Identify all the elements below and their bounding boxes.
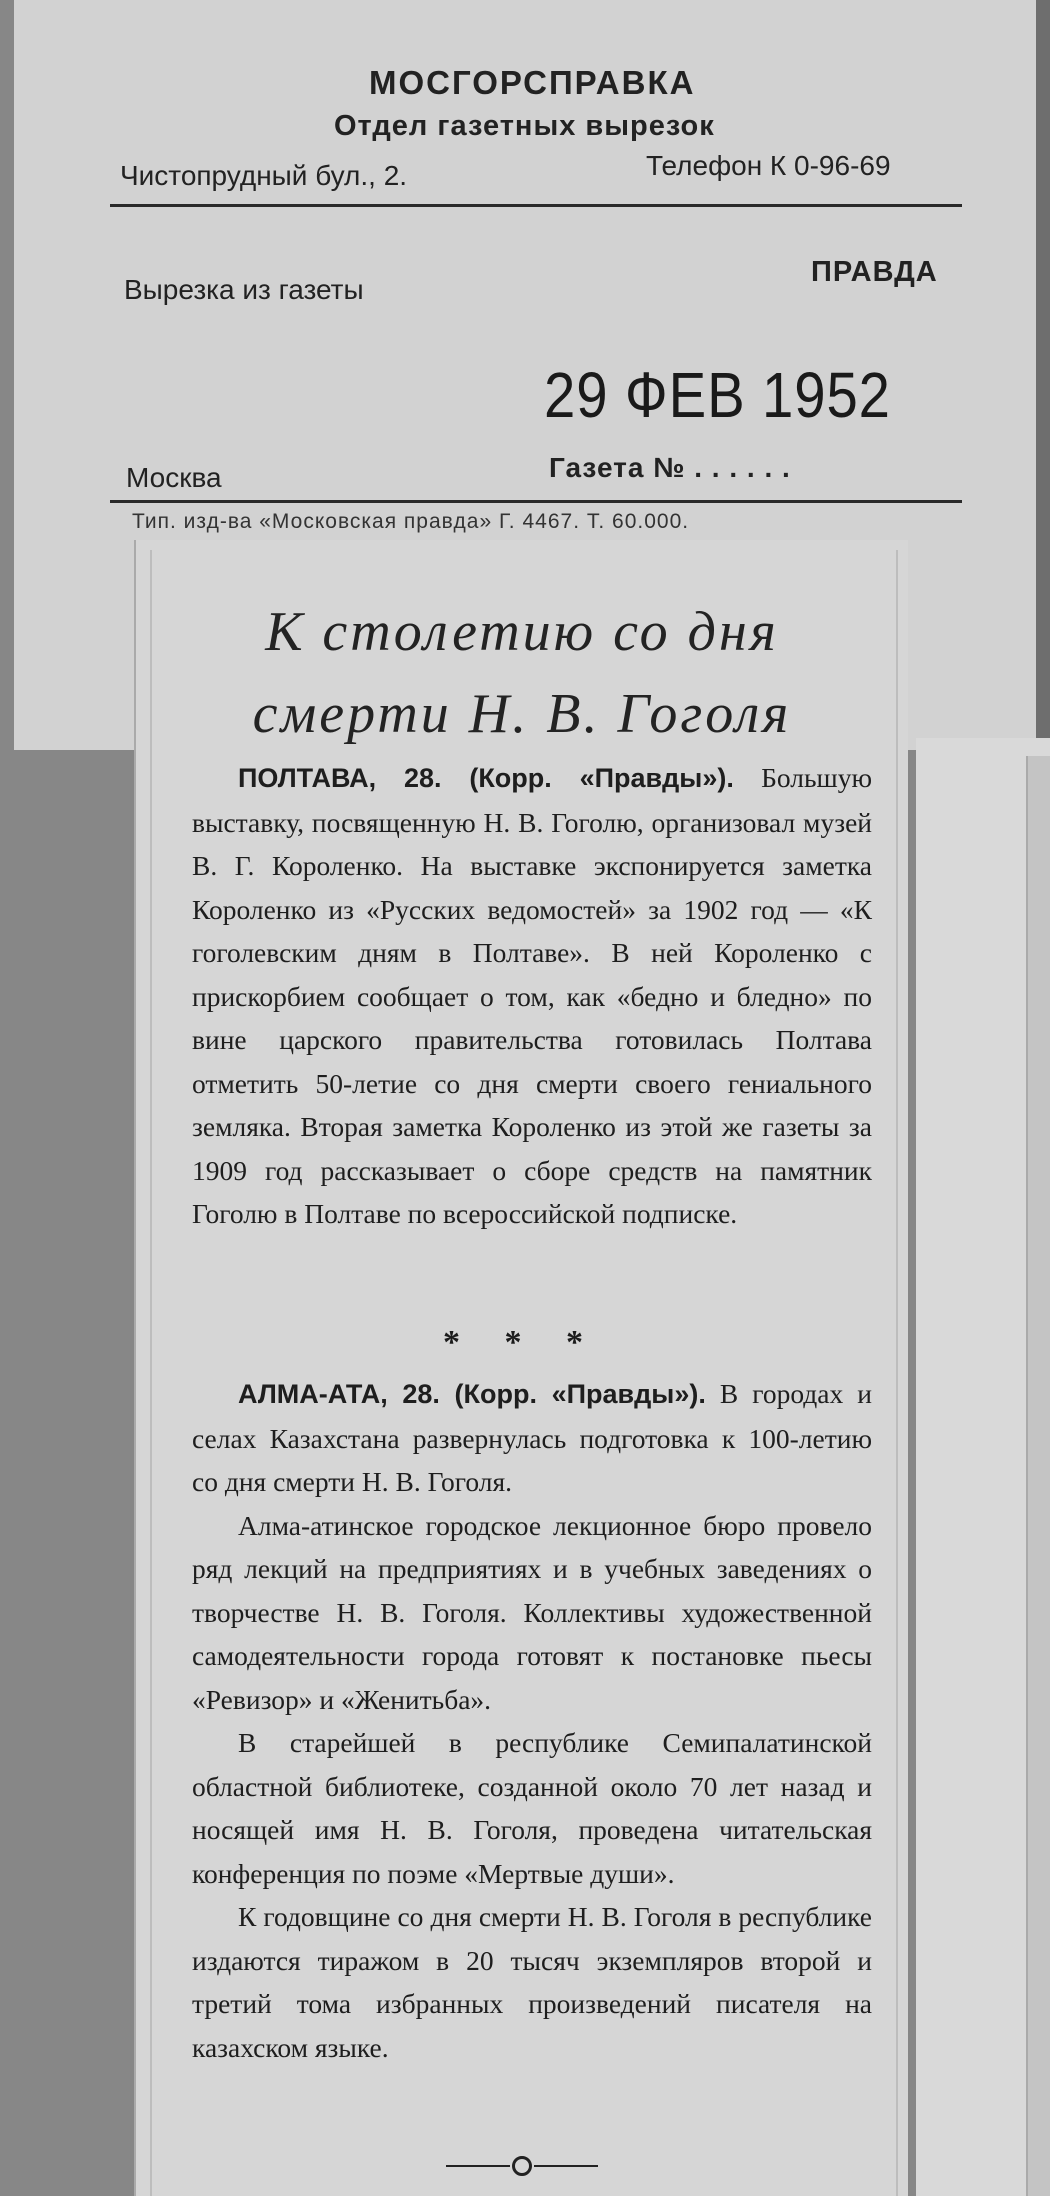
- almaata-paragraph-2: Алма-атинское городское лекционное бюро провело ряд лекций на предприятиях и в учебных заведениях о творчестве Н. В. Гоголя. Коллективы художественной самодеятельности города готовят к постановке пьесы «Ревизор» и «Женитьба».: [192, 1509, 872, 1715]
- footer-rule: [110, 500, 962, 503]
- newspaper-clipping: [136, 540, 908, 2196]
- newspaper-name: ПРАВДА: [811, 256, 938, 288]
- print-imprint: Тип. изд-ва «Московская правда» Г. 4467. Т. 60.000.: [132, 510, 690, 533]
- agency-name: МОСГОРСПРАВКА: [369, 64, 696, 101]
- ornament-line-left: [446, 2165, 510, 2167]
- header-rule: [110, 204, 962, 207]
- background-edge: [1035, 0, 1050, 760]
- city-label: Москва: [126, 462, 222, 493]
- poltava-text: Большую выставку, посвященную Н. В. Гоголю, организовал музей В. Г. Короленко. На выставке экспонируется заметка Короленко из «Русских ведомостей» за 1902 год — «К гоголевским дням в Полтаве». В ней Короленко с прискорбием сообщает о том, как «бедно и бледно» по вине царского правительства готовилась Полтава отметить 50-летие со дня смерти своего гениального земляка. Вторая заметка Короленко из этой же газеты за 1909 год рассказывает о сборе средств на памятник Гоголю в Полтаве по всероссийской подписке.: [192, 762, 872, 1229]
- poltava-paragraph: [192, 756, 872, 1236]
- ornament-ring: [512, 2156, 532, 2176]
- almaata-paragraph-4: К годовщине со дня смерти Н. В. Гоголя в республике издаются тиражом в 20 тысяч экземпляров второй и третий тома избранных произведений писателя на казахском языке.: [192, 1901, 872, 2063]
- almaata-dateline: АЛМА-АТА, 28. (Корр. «Правды»).: [238, 1379, 706, 1409]
- department-name: Отдел газетных вырезок: [334, 110, 715, 142]
- ornament-line-right: [534, 2165, 598, 2167]
- section-separator: * * *: [443, 1324, 601, 1361]
- almaata-report: [192, 1372, 872, 2069]
- almaata-text: В городах и селах Казахстана развернулась подготовка к 100-летию со дня смерти Н. В. Гоголя.: [192, 1378, 872, 1497]
- end-ornament: [136, 2156, 908, 2176]
- poltava-dateline: ПОЛТАВА, 28. (Корр. «Правды»).: [238, 763, 734, 793]
- newspaper-number-label: Газета № . . . . . .: [549, 452, 791, 483]
- headline-line-1: К столетию со дня: [265, 601, 779, 663]
- headline-line-2: смерти Н. В. Гоголя: [252, 683, 792, 745]
- clip-from-label: Вырезка из газеты: [124, 274, 364, 305]
- poltava-report: [192, 756, 872, 1236]
- almaata-paragraph-3: В старейшей в республике Семипалатинской областной библиотеке, созданной около 70 лет назад и носящей имя Н. В. Гоголя, проведена читательская конференция по поэме «Мертвые души».: [192, 1727, 872, 1889]
- agency-address: Чистопрудный бул., 2.: [120, 160, 408, 191]
- date-stamp: 29 ФЕВ 1952: [544, 359, 891, 431]
- adjacent-sheet-edge: [1026, 756, 1050, 2196]
- almaata-paragraph-1: [192, 1372, 872, 1504]
- agency-phone: Телефон К 0-96-69: [646, 150, 891, 181]
